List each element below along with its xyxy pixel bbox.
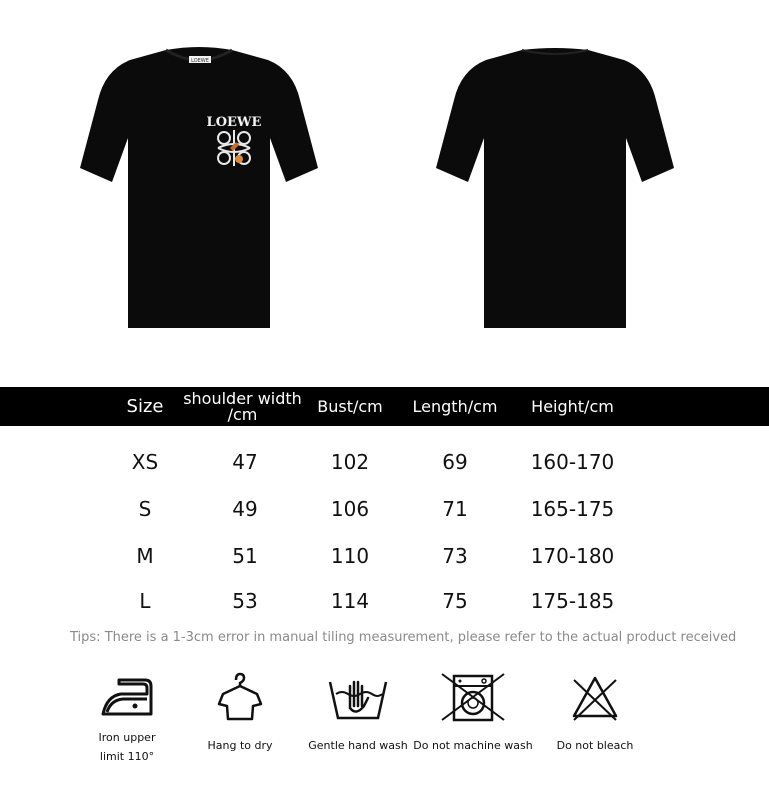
header-height: Height/cm <box>531 396 614 416</box>
care-item-hang <box>200 672 280 755</box>
tshirt-back-image <box>434 40 676 335</box>
care-item-hand-wash <box>308 672 408 755</box>
no-machine-wash-icon <box>440 672 506 722</box>
care-item-iron <box>86 672 168 766</box>
no-bleach-icon <box>570 672 620 722</box>
measurement-tips: Tips: There is a 1-3cm error in manual tiling measurement, please refer to the actual product received <box>70 630 737 645</box>
tshirt-front-image <box>78 40 320 335</box>
cell-bust: 114 <box>330 589 370 613</box>
care-item-no-bleach <box>550 672 640 755</box>
cell-height: 160-170 <box>530 450 615 474</box>
cell-bust: 106 <box>330 497 370 521</box>
cell-size: S <box>138 497 152 521</box>
header-size: Size <box>126 395 164 417</box>
cell-length: 69 <box>442 450 468 474</box>
cell-shoulder: 49 <box>232 497 258 521</box>
header-shoulder-width: shoulder width /cm <box>183 388 302 424</box>
care-label-hand-wash: Gentle hand wash <box>308 739 408 752</box>
care-label-no-machine-wash: Do not machine wash <box>413 739 533 752</box>
cell-bust: 102 <box>330 450 370 474</box>
cell-shoulder: 47 <box>232 450 258 474</box>
cell-size: XS <box>131 450 159 474</box>
header-length: Length/cm <box>412 396 498 416</box>
brand-logo-text: LOEWE <box>206 115 262 130</box>
hanger-shirt-icon <box>215 672 265 722</box>
table-row <box>0 541 769 571</box>
cell-length: 75 <box>442 589 468 613</box>
iron-icon <box>97 672 157 722</box>
care-label-no-bleach: Do not bleach <box>556 739 634 752</box>
care-label-iron: Iron upper limit 110° <box>98 731 156 763</box>
tshirt-back-icon <box>434 40 676 335</box>
cell-height: 175-185 <box>530 589 615 613</box>
table-row <box>0 447 769 477</box>
cell-shoulder: 53 <box>232 589 258 613</box>
cell-length: 71 <box>442 497 468 521</box>
cell-size: L <box>139 589 151 613</box>
size-table-header <box>0 387 769 426</box>
cell-size: M <box>136 544 154 568</box>
tshirt-front-icon <box>78 40 320 335</box>
cell-bust: 110 <box>330 544 370 568</box>
care-label-hang: Hang to dry <box>207 739 273 752</box>
cell-height: 165-175 <box>530 497 615 521</box>
cell-length: 73 <box>442 544 468 568</box>
cell-height: 170-180 <box>530 544 615 568</box>
table-row <box>0 494 769 524</box>
cell-shoulder: 51 <box>232 544 258 568</box>
header-bust: Bust/cm <box>317 396 383 416</box>
care-item-no-machine-wash <box>413 672 533 755</box>
neck-label: LOEWE <box>191 58 209 64</box>
hand-wash-icon <box>328 672 388 722</box>
table-row <box>0 586 769 616</box>
